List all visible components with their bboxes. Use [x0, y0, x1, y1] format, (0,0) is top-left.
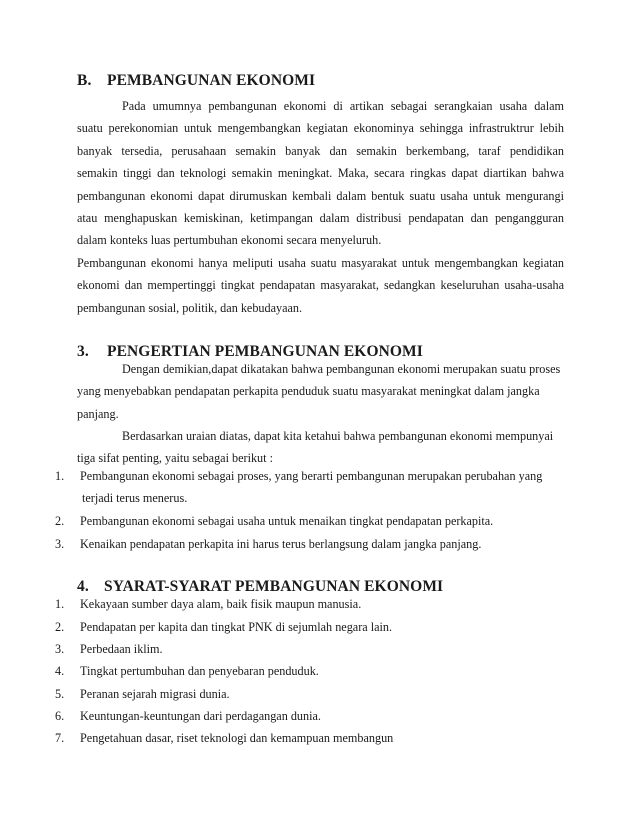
text-line: pembangunan ekonomi dapat dirumuskan kembali dalam bentuk suatu usaha untuk mengurangi [77, 188, 564, 203]
list-number: 3. [55, 537, 65, 551]
list-number: 5. [55, 687, 65, 701]
section-b-heading [77, 72, 315, 90]
text-line: panjang. [77, 406, 119, 421]
section-b-paragraph-1 [77, 95, 564, 252]
list-number: 1. [55, 469, 65, 483]
text-line: ekonomi dan mempertinggi tingkat pendapatan masyarakat, sedangkan keseluruhan usaha-usaha [77, 278, 564, 293]
section-3-paragraph-2 [77, 425, 564, 470]
section-b-title: PEMBANGUNAN EKONOMI [107, 72, 316, 89]
list-text: Pembangunan ekonomi sebagai usaha untuk menaikan tingkat pendapatan perkapita. [80, 514, 494, 528]
text-line: Pembangunan ekonomi hanya meliputi usaha suatu masyarakat untuk mengembangkan kegiatan [77, 256, 564, 270]
text-line: pembangunan sosial, politik, dan kebudayaan. [77, 300, 303, 315]
list-text: terjadi terus menerus. [82, 491, 188, 505]
text-line: semakin tinggi dan teknologi semakin meningkat. Maka, secara ringkas dapat diartikan bahwa [77, 166, 564, 181]
text-line: Dengan demikian,dapat dikatakan bahwa pembangunan ekonomi merupakan suatu proses [122, 362, 561, 376]
list-number: 6. [55, 709, 65, 723]
text-line: dalam konteks luas pertumbuhan ekonomi secara menyeluruh. [77, 233, 382, 248]
list-number: 7. [55, 731, 65, 745]
list-text: Kenaikan pendapatan perkapita ini harus terus berlangsung dalam jangka panjang. [80, 537, 482, 551]
list-number: 2. [55, 514, 65, 528]
section-3-number: 3. [77, 343, 89, 360]
list-text: Pendapatan per kapita dan tingkat PNK di sejumlah negara lain. [80, 620, 393, 634]
section-b-number: B. [77, 72, 92, 89]
section-3-title: PENGERTIAN PEMBANGUNAN EKONOMI [107, 343, 423, 360]
text-line: suatu perekonomian untuk mengembangkan kegiatan ekonominya sehingga infrastruktrur lebih [77, 121, 564, 136]
text-line: Pada umumnya pembangunan ekonomi di artikan sebagai serangkaian usaha dalam [122, 99, 564, 113]
list-text: Perbedaan iklim. [80, 642, 163, 656]
list-text: Pengetahuan dasar, riset teknologi dan kemampuan membangun [80, 731, 394, 745]
list-text: Pembangunan ekonomi sebagai proses, yang berarti pembangunan merupakan perubahan yang [80, 469, 543, 483]
text-line: banyak tersedia, perusahaan semakin banyak dan semakin berkembang, taraf pendidikan [77, 143, 564, 158]
text-line: yang menyebabkan pendapatan perkapita penduduk suatu masyarakat meningkat dalam jangka [77, 384, 540, 399]
section-3-paragraph-1 [77, 358, 564, 425]
list-text: Keuntungan-keuntungan dari perdagangan dunia. [80, 709, 321, 723]
section-4-number: 4. [77, 578, 89, 595]
section-4-heading [77, 578, 443, 596]
list-text: Peranan sejarah migrasi dunia. [80, 687, 230, 701]
text-line: atau menghapuskan kemiskinan, ketimpangan dalam distribusi pendapatan dan pengangguran [77, 210, 564, 225]
list-text: Kekayaan sumber daya alam, baik fisik maupun manusia. [80, 597, 362, 611]
list-text: Tingkat pertumbuhan dan penyebaran penduduk. [80, 664, 319, 678]
list-number: 2. [55, 620, 65, 634]
text-line: tiga sifat penting, yaitu sebagai berikut : [77, 451, 273, 466]
section-4-title: SYARAT-SYARAT PEMBANGUNAN EKONOMI [104, 578, 444, 595]
text-line: Berdasarkan uraian diatas, dapat kita ketahui bahwa pembangunan ekonomi mempunyai [122, 429, 554, 443]
section-b-paragraph-2 [77, 252, 564, 319]
list-number: 4. [55, 664, 65, 678]
list-number: 1. [55, 597, 65, 611]
list-number: 3. [55, 642, 65, 656]
